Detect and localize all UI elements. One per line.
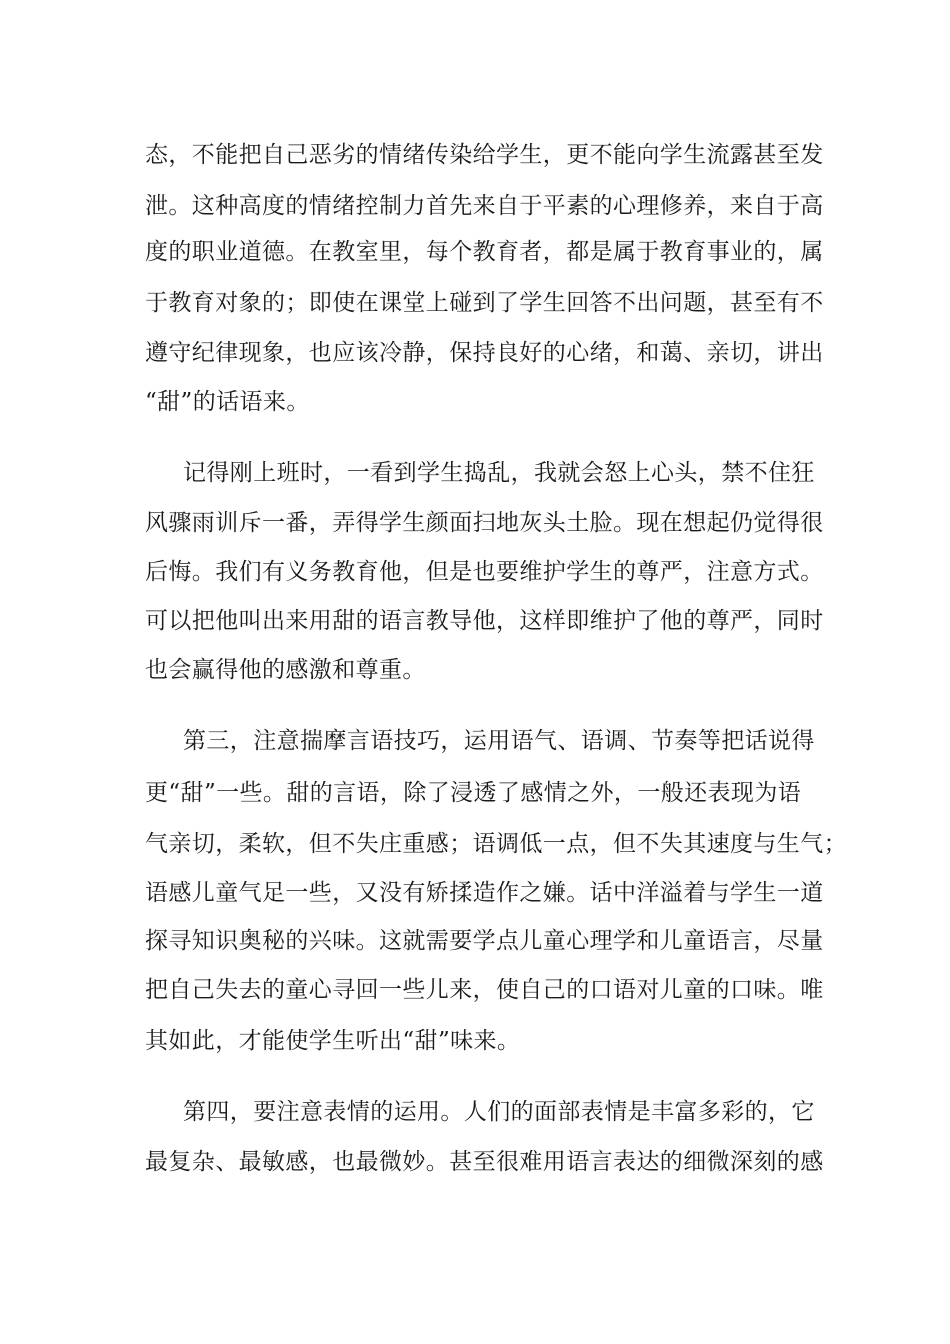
- paragraph-2-line-3: 后悔。我们有义务教育他，但是也要维护学生的尊严，注意方式。: [145, 559, 824, 585]
- paragraph-4-line-2: 最复杂、最敏感，也最微妙。甚至很难用语言表达的细微深刻的感: [145, 1149, 824, 1175]
- paragraph-3-line-2: 更“甜”一些。甜的言语，除了浸透了感情之外，一般还表现为语: [145, 780, 802, 806]
- paragraph-2-line-1: 记得刚上班时，一看到学生捣乱，我就会怒上心头，禁不住狂: [183, 460, 815, 486]
- paragraph-1-line-5: 遵守纪律现象，也应该冷静，保持良好的心绪，和蔼、亲切，讲出: [145, 340, 824, 366]
- paragraph-2-line-2: 风骤雨训斥一番，弄得学生颜面扫地灰头土脸。现在想起仍觉得很: [145, 510, 824, 536]
- paragraph-2-line-4: 可以把他叫出来用甜的语言教导他，这样即维护了他的尊严，同时: [145, 608, 824, 634]
- paragraph-1-line-1: 态，不能把自己恶劣的情绪传染给学生，更不能向学生流露甚至发: [145, 142, 824, 168]
- paragraph-3-line-3: 气亲切，柔软，但不失庄重感；语调低一点，但不失其速度与生气；: [145, 831, 847, 857]
- paragraph-4-line-1: 第四，要注意表情的运用。人们的面部表情是丰富多彩的，它: [183, 1099, 815, 1125]
- paragraph-2-line-5: 也会赢得他的感激和尊重。: [145, 657, 426, 683]
- paragraph-3-line-4: 语感儿童气足一些，又没有矫揉造作之嫌。话中洋溢着与学生一道: [145, 880, 824, 906]
- paragraph-3-line-1: 第三，注意揣摩言语技巧，运用语气、语调、节奏等把话说得: [183, 728, 815, 754]
- paragraph-3-line-6: 把自己失去的童心寻回一些儿来，使自己的口语对儿童的口味。唯: [145, 977, 824, 1003]
- paragraph-1-line-2: 泄。这种高度的情绪控制力首先来自于平素的心理修养，来自于高: [145, 193, 824, 219]
- paragraph-1-line-4: 于教育对象的；即使在课堂上碰到了学生回答不出问题，甚至有不: [145, 290, 824, 316]
- paragraph-1-line-3: 度的职业道德。在教室里，每个教育者，都是属于教育事业的，属: [145, 239, 824, 265]
- paragraph-3-line-5: 探寻知识奥秘的兴味。这就需要学点儿童心理学和儿童语言，尽量: [145, 928, 824, 954]
- paragraph-1-line-6: “甜”的话语来。: [145, 389, 310, 415]
- paragraph-3-line-7: 其如此，才能使学生听出“甜”味来。: [145, 1028, 521, 1054]
